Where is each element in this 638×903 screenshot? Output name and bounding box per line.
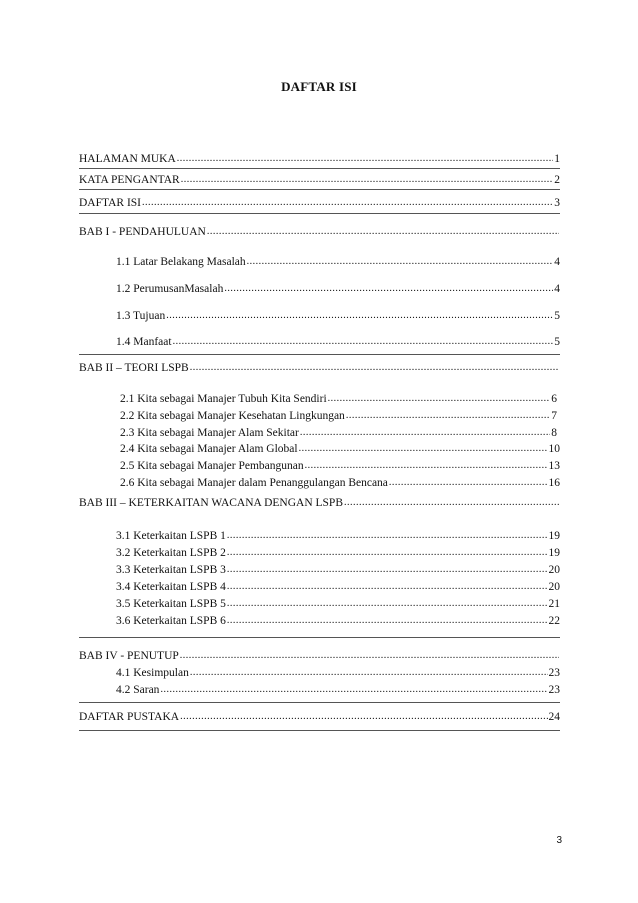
toc-leader	[190, 666, 548, 680]
toc-entry-bab-1	[79, 225, 560, 239]
toc-entry-2-5	[120, 459, 560, 473]
toc-entry-1-4	[116, 335, 560, 349]
toc-label: 4.1 Kesimpulan	[116, 667, 189, 679]
toc-leader	[181, 173, 554, 187]
toc-page: 22	[548, 615, 560, 627]
toc-leader	[180, 710, 547, 724]
toc-label: BAB II – TEORI LSPB	[79, 362, 189, 374]
toc-label: 4.2 Saran	[116, 684, 160, 696]
toc-leader	[180, 649, 559, 663]
toc-entry-kata-pengantar	[79, 173, 560, 187]
toc-page: 1	[554, 153, 560, 165]
toc-label: 2.4 Kita sebagai Manajer Alam Global	[120, 443, 298, 455]
toc-entry-4-2	[116, 683, 560, 697]
toc-page: 21	[548, 598, 560, 610]
toc-label: 3.3 Keterkaitan LSPB 3	[116, 564, 226, 576]
toc-leader	[207, 225, 559, 239]
toc-entry-2-1	[120, 392, 557, 406]
toc-label: BAB I - PENDAHULUAN	[79, 226, 206, 238]
toc-label: 2.3 Kita sebagai Manajer Alam Sekitar	[120, 427, 299, 439]
toc-entry-bab-3	[79, 496, 560, 510]
toc-leader	[247, 255, 554, 269]
toc-entry-2-2	[120, 409, 557, 423]
toc-page: 5	[554, 310, 560, 322]
page-number: 3	[556, 835, 562, 846]
toc-leader	[346, 409, 550, 423]
toc-label: 2.2 Kita sebagai Manajer Kesehatan Lingkungan	[120, 410, 345, 422]
toc-leader	[177, 152, 553, 166]
toc-entry-daftar-isi	[79, 196, 560, 210]
toc-label: BAB IV - PENUTUP	[79, 650, 179, 662]
toc-page: 16	[548, 477, 560, 489]
toc-leader	[224, 282, 553, 296]
toc-entry-1-1	[116, 255, 560, 269]
toc-entry-2-4	[120, 442, 560, 456]
toc-page: 20	[548, 564, 560, 576]
toc-leader	[227, 529, 548, 543]
toc-leader	[173, 335, 554, 349]
toc-label: 3.4 Keterkaitan LSPB 4	[116, 581, 226, 593]
divider	[79, 354, 560, 355]
toc-entry-3-5	[116, 597, 560, 611]
toc-leader	[227, 546, 548, 560]
page-title: DAFTAR ISI	[281, 79, 357, 94]
toc-page: 23	[548, 667, 560, 679]
divider	[79, 168, 560, 169]
toc-page: 19	[548, 547, 560, 559]
toc-label: 2.6 Kita sebagai Manajer dalam Penanggulangan Bencana	[120, 477, 388, 489]
toc-label: BAB III – KETERKAITAN WACANA DENGAN LSPB	[79, 497, 344, 509]
toc-entry-1-2	[116, 282, 560, 296]
toc-leader	[160, 683, 547, 697]
toc-leader	[305, 459, 548, 473]
toc-leader	[166, 309, 553, 323]
toc-leader	[227, 563, 548, 577]
divider	[79, 637, 560, 638]
toc-page: 23	[548, 684, 560, 696]
toc-label: 1.4 Manfaat	[116, 336, 172, 348]
toc-leader	[389, 476, 548, 490]
toc-page: 24	[548, 711, 560, 723]
toc-page: 19	[548, 530, 560, 542]
toc-leader	[227, 580, 548, 594]
divider	[79, 730, 560, 731]
toc-leader	[328, 392, 551, 406]
toc-label: 1.2 PerumusanMasalah	[116, 283, 224, 295]
toc-page: 2	[554, 174, 560, 186]
toc-page: 13	[548, 460, 560, 472]
toc-page: 8	[551, 427, 557, 439]
toc-label: 3.2 Keterkaitan LSPB 2	[116, 547, 226, 559]
toc-leader	[142, 196, 553, 210]
toc-entry-3-1	[116, 529, 560, 543]
toc-entry-3-6	[116, 614, 560, 628]
toc-label: 2.5 Kita sebagai Manajer Pembangunan	[120, 460, 304, 472]
toc-page: 7	[551, 410, 557, 422]
toc-label: 2.1 Kita sebagai Manajer Tubuh Kita Sendiri	[120, 393, 327, 405]
toc-leader	[227, 597, 548, 611]
toc-leader	[227, 614, 548, 628]
toc-page: 10	[548, 443, 560, 455]
toc-entry-1-3	[116, 309, 560, 323]
toc-label: KATA PENGANTAR	[79, 174, 180, 186]
toc-entry-bab-2	[79, 361, 560, 375]
toc-entry-3-2	[116, 546, 560, 560]
toc-label: 1.3 Tujuan	[116, 310, 166, 322]
toc-page: 4	[554, 256, 560, 268]
toc-page: 3	[554, 197, 560, 209]
toc-leader	[299, 442, 548, 456]
toc-page: 6	[551, 393, 557, 405]
toc-label: 3.1 Keterkaitan LSPB 1	[116, 530, 226, 542]
toc-leader	[344, 496, 559, 510]
toc-leader	[190, 361, 559, 375]
toc-entry-halaman-muka	[79, 152, 560, 166]
toc-label: 3.6 Keterkaitan LSPB 6	[116, 615, 226, 627]
toc-entry-3-4	[116, 580, 560, 594]
divider	[79, 189, 560, 190]
toc-label: 3.5 Keterkaitan LSPB 5	[116, 598, 226, 610]
toc-entry-4-1	[116, 666, 560, 680]
toc-page: 5	[554, 336, 560, 348]
toc-entry-daftar-pustaka	[79, 710, 560, 724]
toc-page: 20	[548, 581, 560, 593]
divider	[79, 702, 560, 703]
toc-label: DAFTAR PUSTAKA	[79, 711, 180, 723]
toc-entry-2-6	[120, 476, 560, 490]
toc-leader	[300, 426, 550, 440]
toc-label: DAFTAR ISI	[79, 197, 142, 209]
toc-label: 1.1 Latar Belakang Masalah	[116, 256, 246, 268]
toc-entry-3-3	[116, 563, 560, 577]
divider	[79, 213, 560, 214]
toc-label: HALAMAN MUKA	[79, 153, 176, 165]
toc-entry-bab-4	[79, 649, 560, 663]
toc-page: 4	[554, 283, 560, 295]
toc-entry-2-3	[120, 426, 557, 440]
